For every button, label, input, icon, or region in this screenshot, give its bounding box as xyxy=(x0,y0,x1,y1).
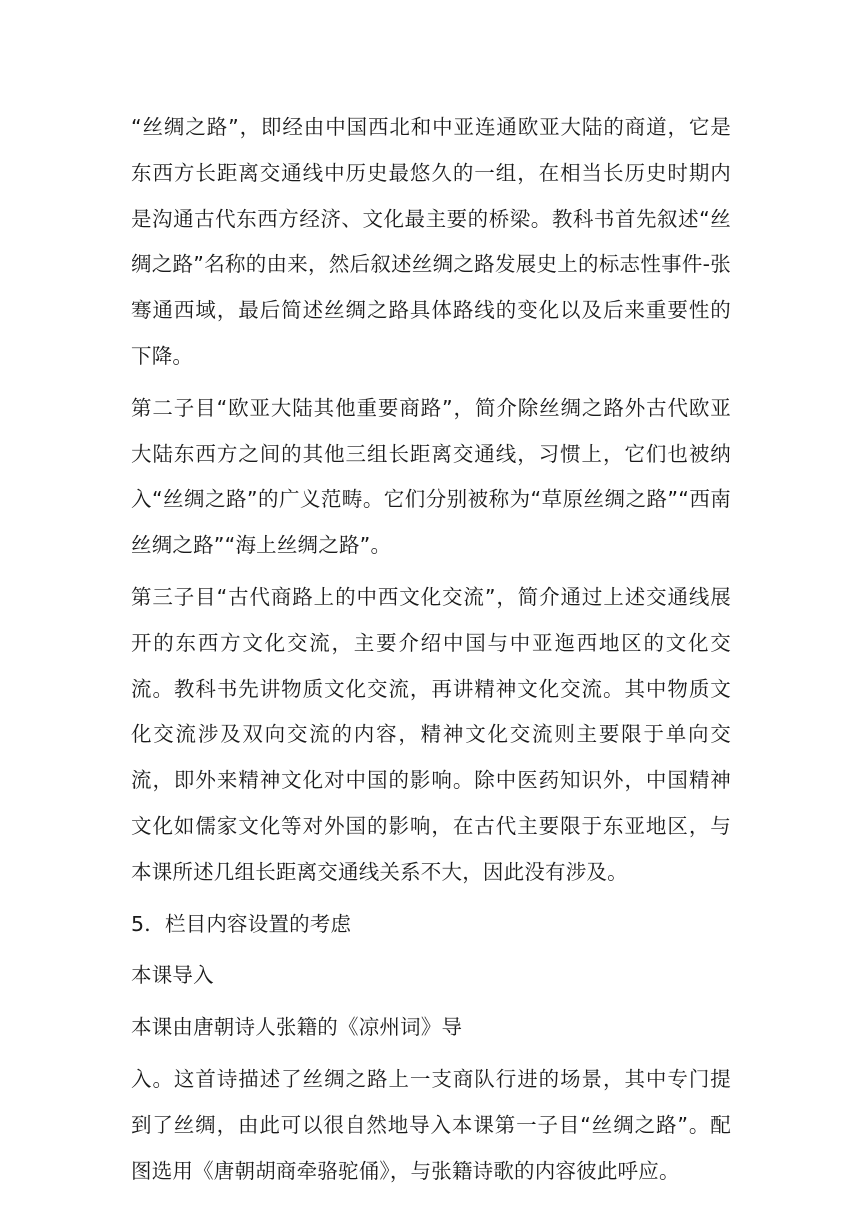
document-body xyxy=(131,105,731,1200)
paragraph-third-subsection: 第三子目“古代商路上的中西文化交流”，简介通过上述交通线展开的东西方文化交流，主要介绍中国与中亚迤西地区的文化交流。教科书先讲物质文化交流，再讲精神文化交流。其中物质文化交流涉及双向交流的内容，精神文化交流则主要限于单向交流，即外来精神文化对中国的影响。除中医药知识外，中国精神文化如儒家文化等对外国的影响，在古代主要限于东亚地区，与本课所述几组长距离交通线关系不大，因此没有涉及。 xyxy=(131,584,731,884)
paragraph-second-subsection: 第二子目“欧亚大陆其他重要商路”，简介除丝绸之路外古代欧亚大陆东西方之间的其他三组长距离交通线，习惯上，它们也被纳入“丝绸之路”的广义范畴。它们分别被称为“草原丝绸之路”“西南丝绸之路”“海上丝绸之路”。 xyxy=(131,395,731,558)
subheading-lesson-intro: 本课导入 xyxy=(131,963,214,988)
paragraph-silk-road-intro: “丝绸之路”，即经由中国西北和中亚连通欧亚大陆的商道，它是东西方长距离交通线中历史最悠久的一组，在相当长历史时期内是沟通古代东西方经济、文化最主要的桥梁。教科书首先叙述“丝绸之路”名称的由来，然后叙述丝绸之路发展史上的标志性事件-张骞通西域，最后简述丝绸之路具体路线的变化以及后来重要性的下降。 xyxy=(131,115,731,368)
paragraph-lesson-intro-start: 本课由唐朝诗人张籍的《凉州词》导 xyxy=(131,1015,463,1040)
paragraph-lesson-intro-continued: 入。这首诗描述了丝绸之路上一支商队行进的场景，其中专门提到了丝绸，由此可以很自然地导入本课第一子目“丝绸之路”。配图选用《唐朝胡商牵骆驼俑》，与张籍诗歌的内容彼此呼应。 xyxy=(131,1066,731,1183)
section-heading-column-content: 5．栏目内容设置的考虑 xyxy=(131,911,352,936)
